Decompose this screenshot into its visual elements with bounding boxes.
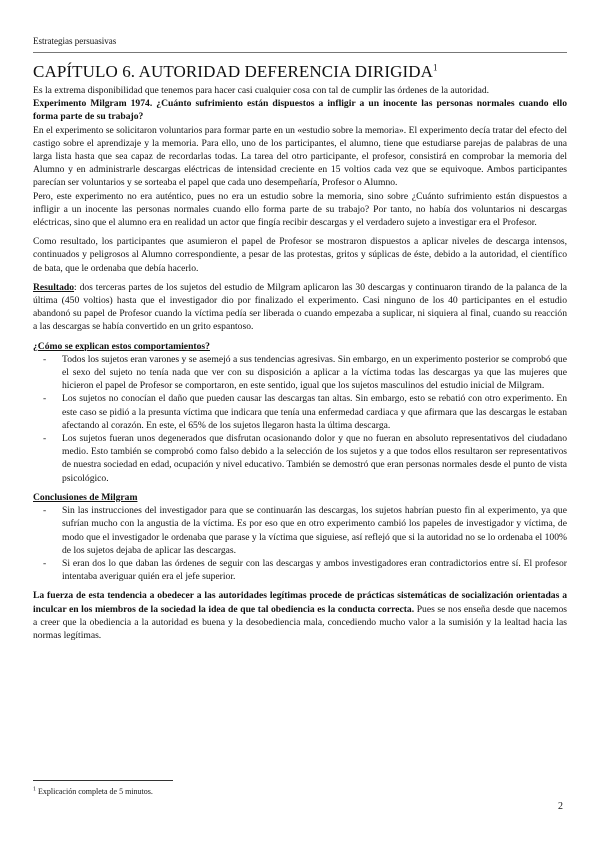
list-item-text: Sin las instrucciones del investigador para que se continuarán las descargas, los sujetos habrían puesto fin al experimento, ya que sufrían mucho con la angustia de la víctima. Es por eso que en otro experimento cambió los papeles de investigador y víctima, de modo que el investigador le ordenaba que parase y la víctima que siguiese, así reflejó que si la autoridad no se lo ordenaba el 100% de los sujetos dejaba de aplicar las descargas. [62, 505, 567, 556]
page-number: 2 [558, 801, 563, 812]
footnote [33, 787, 153, 796]
experiment-description: En el experimento se solicitaron voluntarios para formar parte en un «estudio sobre la memoria». El experimento decía tratar del efecto del castigo sobre el aprendizaje y la memoria. Para ello, uno de los participantes, el alumno, tiene que estudiarse parejas de palabras de una larga lista hasta que sea capaz de recordarlas todas. La tarea del otro participante, el profesor, consistirá en comprobar la memoria del Alumno y en administrarle descargas eléctricas de intensidad creciente en 15 voltios cada vez que se equivoque. Ambos participantes parecían ser voluntarios y se sorteaba el papel que cada uno desempeñaría, Profesor o Alumno. [33, 124, 567, 189]
intro-paragraph: Es la extrema disponibilidad que tenemos para hacer casi cualquier cosa con tal de cumplir las órdenes de la autoridad. [33, 85, 490, 96]
result-label: Resultado [33, 281, 75, 293]
list-item [43, 392, 567, 432]
chapter-title-text: CAPÍTULO 6. AUTORIDAD DEFERENCIA DIRIGIDA [33, 62, 433, 81]
experiment-outcome: Como resultado, los participantes que asumieron el papel de Profesor se mostraron dispuestos a aplicar niveles de descarga intensos, continuados y peligrosos al Alumno correspondiente, a pesar de las protestas, gritos y súplicas de éste, debido a la autoridad, el científico de bata, que le ordenaba que debía hacerlo. [33, 236, 567, 274]
list-item [43, 504, 567, 557]
footnote-mark: 1 [33, 786, 36, 793]
footnote-divider [33, 780, 173, 781]
list-item [43, 557, 567, 583]
footnote-text: Explicación completa de 5 minutos. [36, 787, 153, 796]
header-divider [33, 52, 567, 53]
chapter-footnote-mark[interactable]: 1 [432, 62, 438, 73]
experiment-truth: Pero, este experimento no era auténtico, pues no era un estudio sobre la memoria, sino sobre ¿Cuánto sufrimiento están dispuestos a infligir a un inocente las personas normales cuando ello forma parte de su trabajo? Por tanto, no había dos voluntarios ni descargas eléctricas, sino que el alumno era en realidad un actor que fingía recibir descargas y el verdadero sujeto a investigar era el Profesor. [33, 190, 567, 229]
result-text: : dos terceras partes de los sujetos del estudio de Milgram aplicaron las 30 descargas y continuaron tirando de la palanca de la última (450 voltios) hasta que el investigador dio por finalizado el experimento. Casi ninguno de los 40 participantes en el estudio abandonó su papel de Profesor cuando la víctima pedía ser liberada o cuando empezaba a suplicar, ni siquiera al final, cuando su reacción a las descargas se había convertido en un grito espantoso. [33, 281, 567, 333]
closing-text: Pues se nos enseña desde que nacemos a creer que la obediencia a la autoridad es buena y la desobediencia mala, concediendo mucho valor a la sumisión y la lealtad hacia las normas legítimas. [33, 603, 568, 641]
list-item-text: Los sujetos fueran unos degenerados que disfrutan ocasionando dolor y que no fueran en absoluto representativos del ciudadano medio. Esto también se comprobó como falso debido a la selección de los sujetos y a que todos ellos resultaron ser representativos de nuestra sociedad en edad, ocupación y nivel educativo. También se demostró que eran personas normales desde el punto de vista psicológico. [62, 433, 567, 484]
conclusions-heading: Conclusiones de Milgram [33, 491, 138, 503]
list-item [43, 353, 567, 393]
dash-bullet: - [43, 353, 47, 365]
page-content [33, 62, 567, 642]
explanations-list [33, 353, 567, 485]
list-item-text: Todos los sujetos eran varones y se asemejó a sus tendencias agresivas. Sin embargo, en un experimento posterior se comprobó que el sexo del sujeto no tenía nada que ver con su disposición a aplicar a la víctima todas las descargas ya que las mujeres que hicieron el papel de Profesor se comportaron, en este sentido, igual que los sujetos masculinos del estudio inicial de Milgram. [62, 353, 567, 392]
chapter-title [33, 62, 567, 82]
explanations-heading: ¿Cómo se explican estos comportamientos? [33, 340, 210, 352]
conclusions-list [33, 504, 567, 583]
closing-paragraph [33, 589, 567, 642]
closing-bold-text: La fuerza de esta tendencia a obedecer a las autoridades legítimas procede de prácticas sistemáticas de socialización orientadas a inculcar en los miembros de la sociedad la idea de que tal obediencia es la conducta correcta. [33, 590, 567, 615]
dash-bullet: - [43, 393, 47, 405]
list-item-text: Los sujetos no conocían el daño que pueden causar las descargas tan altas. Sin embargo, esto se rebatió con otro experimento. En este caso se pidió a la presunta víctima que indicara que tenía una enfermedad cardiaca y que afirmara que las descargas le estaban afectando al corazón. En este, el 65% de los sujetos llegaron hasta la última descarga. [62, 393, 567, 431]
experiment-heading: Experimento Milgram 1974. ¿Cuánto sufrimiento están dispuestos a infligir a un inocente las personas normales cuando ello forma parte de su trabajo? [33, 98, 567, 123]
list-item-text: Si eran dos lo que daban las órdenes de seguir con las descargas y ambos investigadores eran contradictorios entre sí. El profesor intentaba averiguar quién era el jefe superior. [62, 557, 567, 583]
dash-bullet: - [43, 557, 47, 569]
running-header: Estrategias persuasivas [33, 36, 117, 46]
result-paragraph [33, 281, 567, 334]
dash-bullet: - [43, 433, 47, 445]
dash-bullet: - [43, 505, 47, 517]
list-item [43, 432, 567, 485]
